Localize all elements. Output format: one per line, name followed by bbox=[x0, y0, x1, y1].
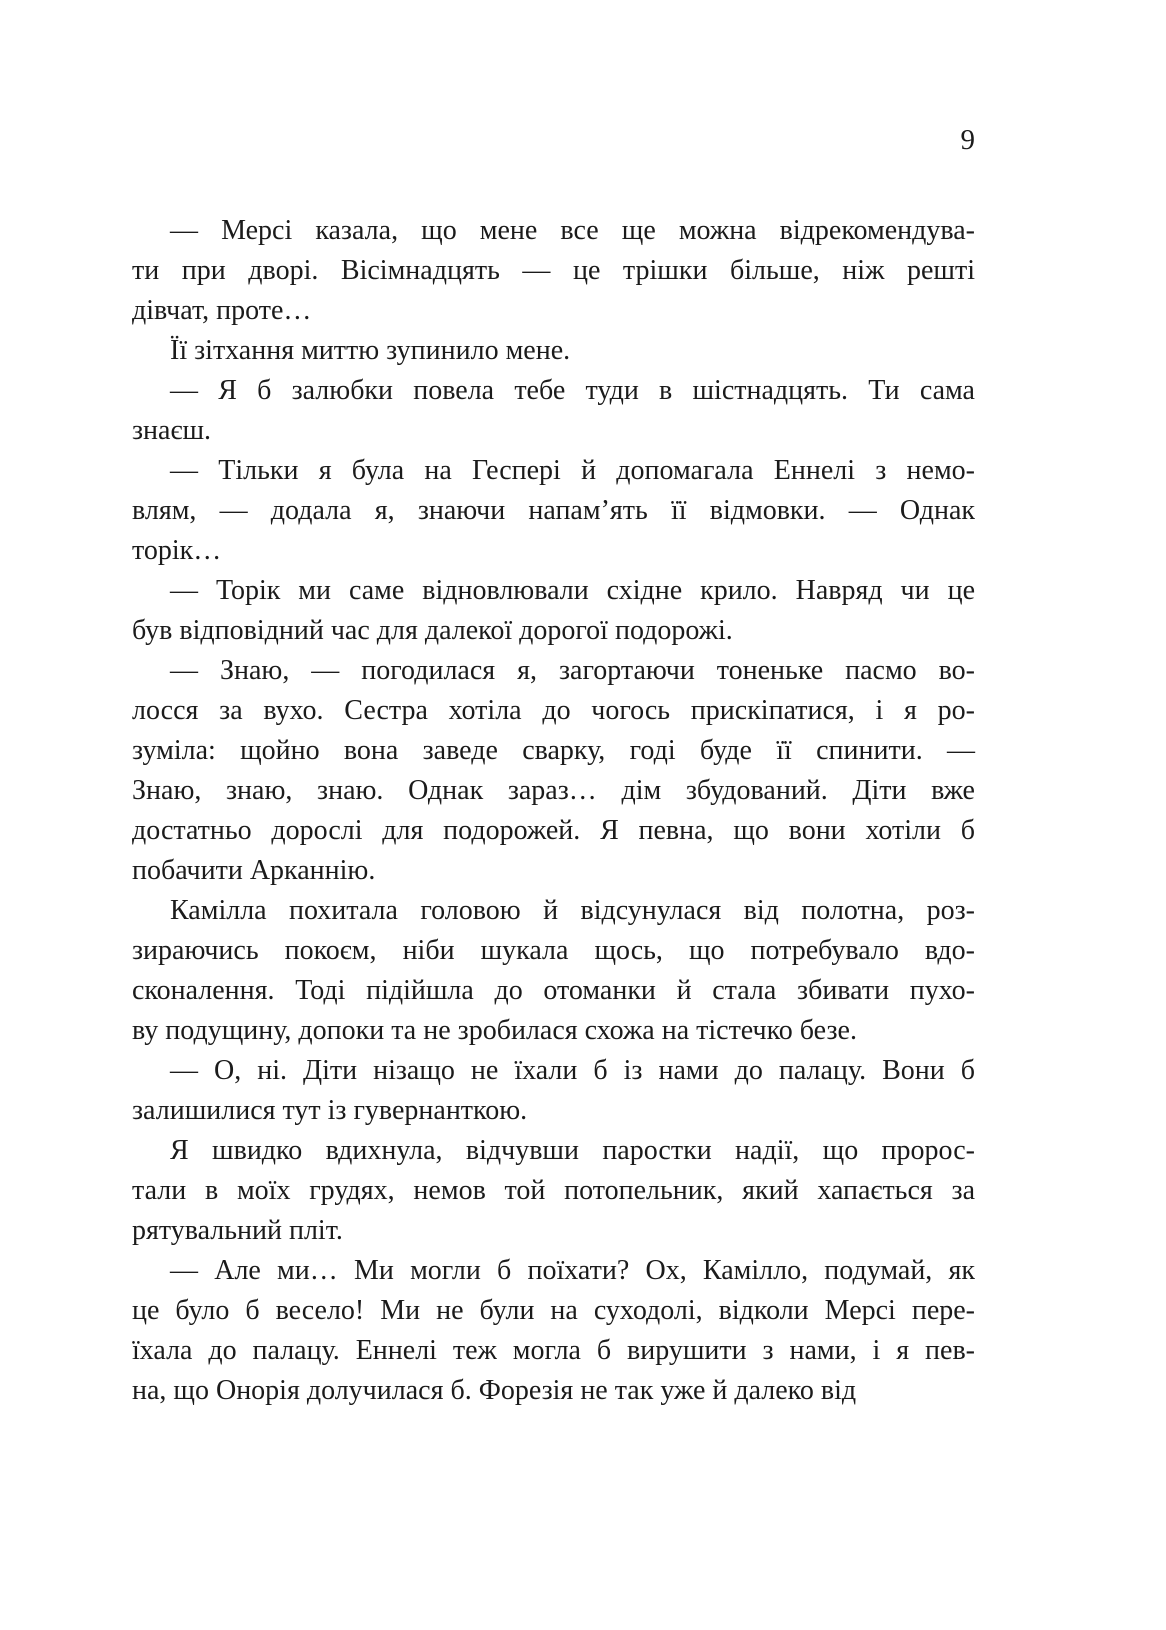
text-line: влям, — додала я, знаючи напам’ять її відмовки. — Однак bbox=[132, 495, 975, 526]
text-line: Я швидко вдихнула, відчувши паростки надії, що пророс- bbox=[170, 1135, 975, 1166]
paragraph bbox=[132, 1131, 975, 1251]
text-line: — Але ми… Ми могли б поїхати? Ох, Камілло, подумай, як bbox=[170, 1255, 975, 1286]
page-number: 9 bbox=[960, 124, 975, 156]
text-line: їхала до палацу. Еннелі теж могла б вирушити з нами, і я пев- bbox=[132, 1335, 975, 1366]
text-line: зуміла: щойно вона заведе сварку, годі буде її спинити. — bbox=[132, 735, 975, 766]
text-line: — Тільки я була на Геспері й допомагала Еннелі з немо- bbox=[170, 455, 975, 486]
paragraph bbox=[132, 651, 975, 891]
text-line: рятувальний пліт. bbox=[132, 1215, 343, 1246]
text-line: це було б весело! Ми не були на суходолі, відколи Мерсі пере- bbox=[132, 1295, 975, 1326]
text-line: Камілла похитала головою й відсунулася від полотна, роз- bbox=[170, 895, 975, 926]
text-line: ву подущину, допоки та не зробилася схожа на тістечко безе. bbox=[132, 1015, 857, 1046]
text-line: достатньо дорослі для подорожей. Я певна, що вони хотіли б bbox=[132, 815, 975, 846]
text-line: — Я б залюбки повела тебе туди в шістнадцять. Ти сама bbox=[170, 375, 975, 406]
text-line: — Торік ми саме відновлювали східне крило. Навряд чи це bbox=[170, 575, 975, 606]
paragraph bbox=[132, 211, 975, 331]
paragraph bbox=[132, 331, 975, 371]
text-line: — Знаю, — погодилася я, загортаючи тоненьке пасмо во- bbox=[170, 655, 975, 686]
text-line: ти при дворі. Вісімнадцять — це трішки більше, ніж решті bbox=[132, 255, 975, 286]
text-line: — О, ні. Діти нізащо не їхали б із нами до палацу. Вони б bbox=[170, 1055, 975, 1086]
text-line: Її зітхання миттю зупинило мене. bbox=[170, 335, 571, 366]
text-line: зираючись покоєм, ніби шукала щось, що потребувало вдо- bbox=[132, 935, 975, 966]
paragraph bbox=[132, 451, 975, 571]
text-line: сконалення. Тоді підійшла до отоманки й стала збивати пухо- bbox=[132, 975, 975, 1006]
paragraph bbox=[132, 1051, 975, 1131]
text-line: торік… bbox=[132, 535, 222, 566]
text-block bbox=[132, 211, 975, 1411]
text-line: знаєш. bbox=[132, 415, 212, 446]
paragraph bbox=[132, 1251, 975, 1411]
paragraph bbox=[132, 891, 975, 1051]
text-line: був відповідний час для далекої дорогої подорожі. bbox=[132, 615, 733, 646]
text-line: тали в моїх грудях, немов той потопельник, який хапається за bbox=[132, 1175, 975, 1206]
paragraph bbox=[132, 371, 975, 451]
text-line: Знаю, знаю, знаю. Однак зараз… дім збудований. Діти вже bbox=[132, 775, 975, 806]
text-line: лосся за вухо. Сестра хотіла до чогось прискіпатися, і я ро- bbox=[132, 695, 975, 726]
text-line: залишилися тут із гувернанткою. bbox=[132, 1095, 528, 1126]
text-line: дівчат, проте… bbox=[132, 295, 312, 326]
text-line: побачити Арканнію. bbox=[132, 855, 376, 886]
paragraph bbox=[132, 571, 975, 651]
text-line: — Мерсі казала, що мене все ще можна відрекомендува- bbox=[170, 215, 975, 246]
text-line: на, що Онорія долучилася б. Форезія не так уже й далеко від bbox=[132, 1375, 857, 1406]
